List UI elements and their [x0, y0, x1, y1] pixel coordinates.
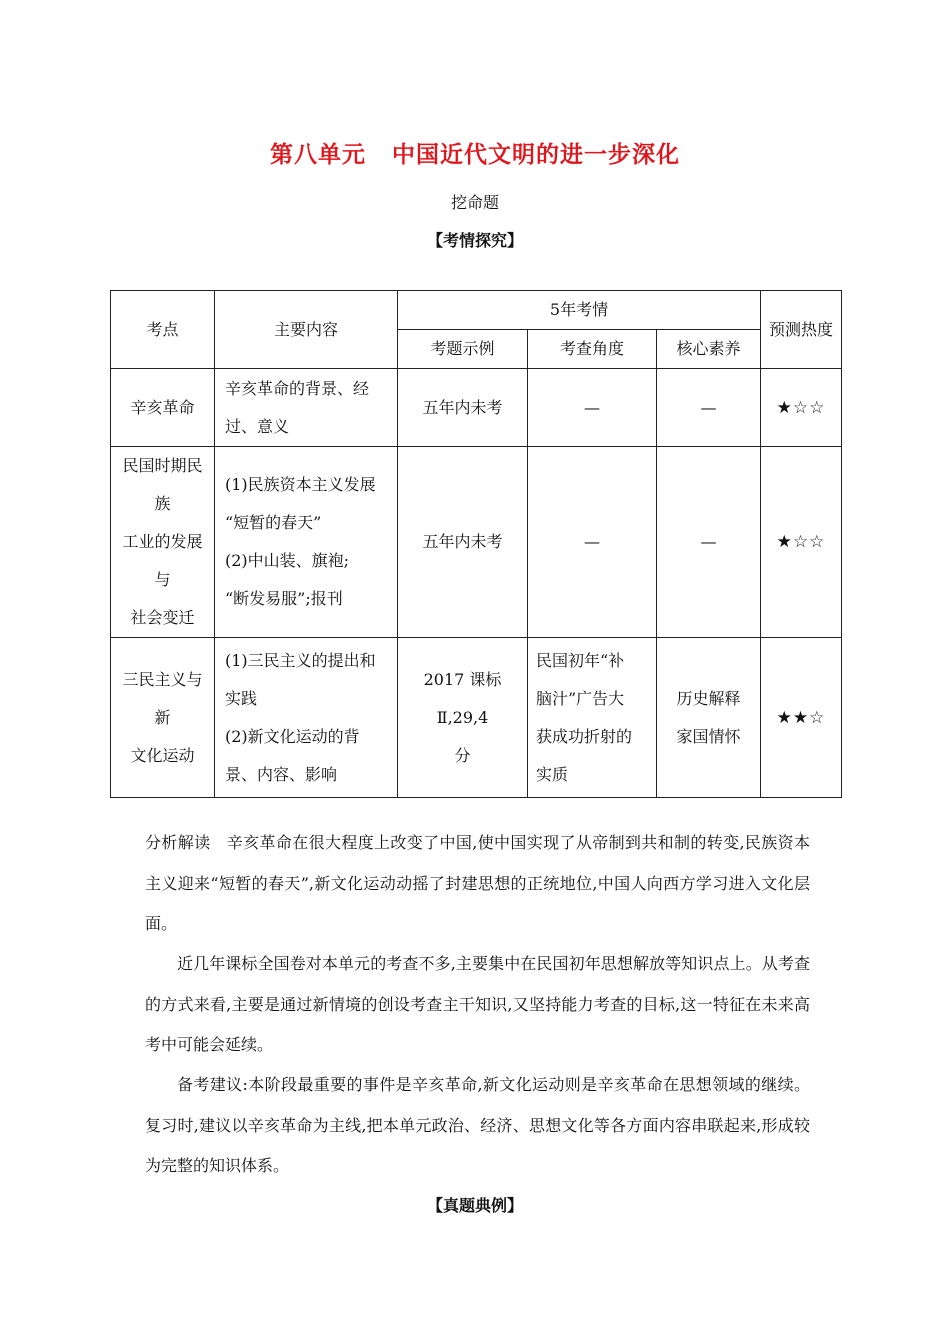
section-heading-exam-analysis: 【考情探究】 [426, 231, 523, 250]
analysis-paragraph-3: 备考建议:本阶段最重要的事件是辛亥革命,新文化运动则是辛亥革命在思想领域的继续。复习时,建议以辛亥革命为主线,把本单元政治、经济、思想文化等各方面内容串联起来,形成较为完整的知识体系。 [145, 1075, 810, 1175]
cell-heat-stars: ★★☆ [761, 638, 842, 798]
cell-angle-line: — [584, 532, 600, 551]
table-row [111, 369, 842, 447]
header-point: 考点 [111, 291, 215, 369]
analysis-paragraph-2: 近几年课标全国卷对本单元的考查不多,主要集中在民国初年思想解放等知识点上。从考查的方式来看,主要是通过新情境的创设考查主干知识,又坚持能力考查的目标,这一特征在未来高考中可能会延续。 [145, 954, 810, 1054]
analysis-paragraph-1: 分析解读 辛亥革命在很大程度上改变了中国,使中国实现了从帝制到共和制的转变,民族资本主义迎来“短暂的春天”,新文化运动动摇了封建思想的正统地位,中国人向西方学习进入文化层面。 [145, 833, 810, 933]
cell-point-line: 三民主义与新 [122, 669, 203, 727]
cell-point-line: 工业的发展与 [122, 532, 203, 589]
header-example: 考题示例 [398, 330, 528, 369]
cell-angle-line: 民国初年“补 [536, 650, 625, 670]
cell-content-line: (1)民族资本主义发展 [225, 475, 376, 494]
table-body [111, 369, 842, 798]
exam-analysis-table [110, 290, 842, 798]
cell-point [111, 447, 215, 638]
header-content: 主要内容 [215, 291, 398, 369]
cell-content-line: 景、内容、影响 [225, 764, 338, 784]
cell-content-line: 过、意义 [225, 416, 290, 436]
table-row [111, 638, 842, 798]
cell-point [111, 638, 215, 798]
cell-angle-line: — [584, 397, 600, 417]
cell-angle [528, 638, 657, 798]
cell-angle-line: 实质 [536, 764, 569, 784]
cell-content [215, 369, 398, 447]
cell-example-line: 五年内未考 [422, 397, 503, 417]
cell-content-line: (1)三民主义的提出和 [225, 650, 376, 670]
section-heading-real-questions: 【真题典例】 [426, 1196, 523, 1215]
cell-example-line: 五年内未考 [422, 532, 503, 551]
table-header-row [111, 291, 842, 330]
cell-content [215, 638, 398, 798]
header-heat: 预测热度 [761, 291, 842, 369]
cell-angle-line: 获成功折射的 [536, 726, 633, 746]
cell-point [111, 369, 215, 447]
page-title [0, 136, 950, 169]
cell-point-line: 文化运动 [130, 745, 195, 765]
cell-example-line: 分 [454, 745, 471, 765]
cell-literacy-line: — [700, 532, 717, 551]
cell-literacy-line: — [700, 397, 717, 417]
header-five-year: 5年考情 [398, 291, 761, 330]
cell-content-line: 实践 [225, 688, 258, 708]
cell-content [215, 447, 398, 638]
title-unit: 第八单元 [270, 142, 366, 168]
cell-example [398, 369, 528, 447]
title-topic: 中国近代文明的进一步深化 [392, 142, 680, 168]
cell-content-line: “断发易服”;报刊 [225, 589, 343, 608]
cell-angle [528, 447, 657, 638]
cell-literacy [657, 447, 761, 638]
cell-angle [528, 369, 657, 447]
cell-example [398, 638, 528, 798]
cell-content-line: “短暂的春天” [225, 513, 322, 532]
cell-angle-line: 脑汁”广告大 [536, 688, 625, 708]
subtitle: 挖命题 [450, 193, 499, 212]
cell-point-line: 社会变迁 [130, 608, 195, 627]
cell-content-line: (2)新文化运动的背 [225, 726, 360, 746]
cell-point-line: 民国时期民族 [122, 456, 203, 513]
cell-literacy [657, 638, 761, 798]
table-row [111, 447, 842, 638]
cell-example-line: 2017 课标Ⅱ,29,4 [423, 669, 502, 727]
cell-heat-stars: ★☆☆ [761, 447, 842, 638]
cell-literacy-line: 家国情怀 [676, 726, 741, 746]
cell-content-line: (2)中山装、旗袍; [225, 551, 350, 570]
cell-heat-stars: ★☆☆ [761, 369, 842, 447]
header-angle: 考查角度 [528, 330, 657, 369]
cell-literacy [657, 369, 761, 447]
cell-point-line: 辛亥革命 [130, 397, 195, 417]
cell-example [398, 447, 528, 638]
cell-literacy-line: 历史解释 [676, 688, 741, 708]
header-literacy: 核心素养 [657, 330, 761, 369]
cell-content-line: 辛亥革命的背景、经 [225, 378, 370, 398]
